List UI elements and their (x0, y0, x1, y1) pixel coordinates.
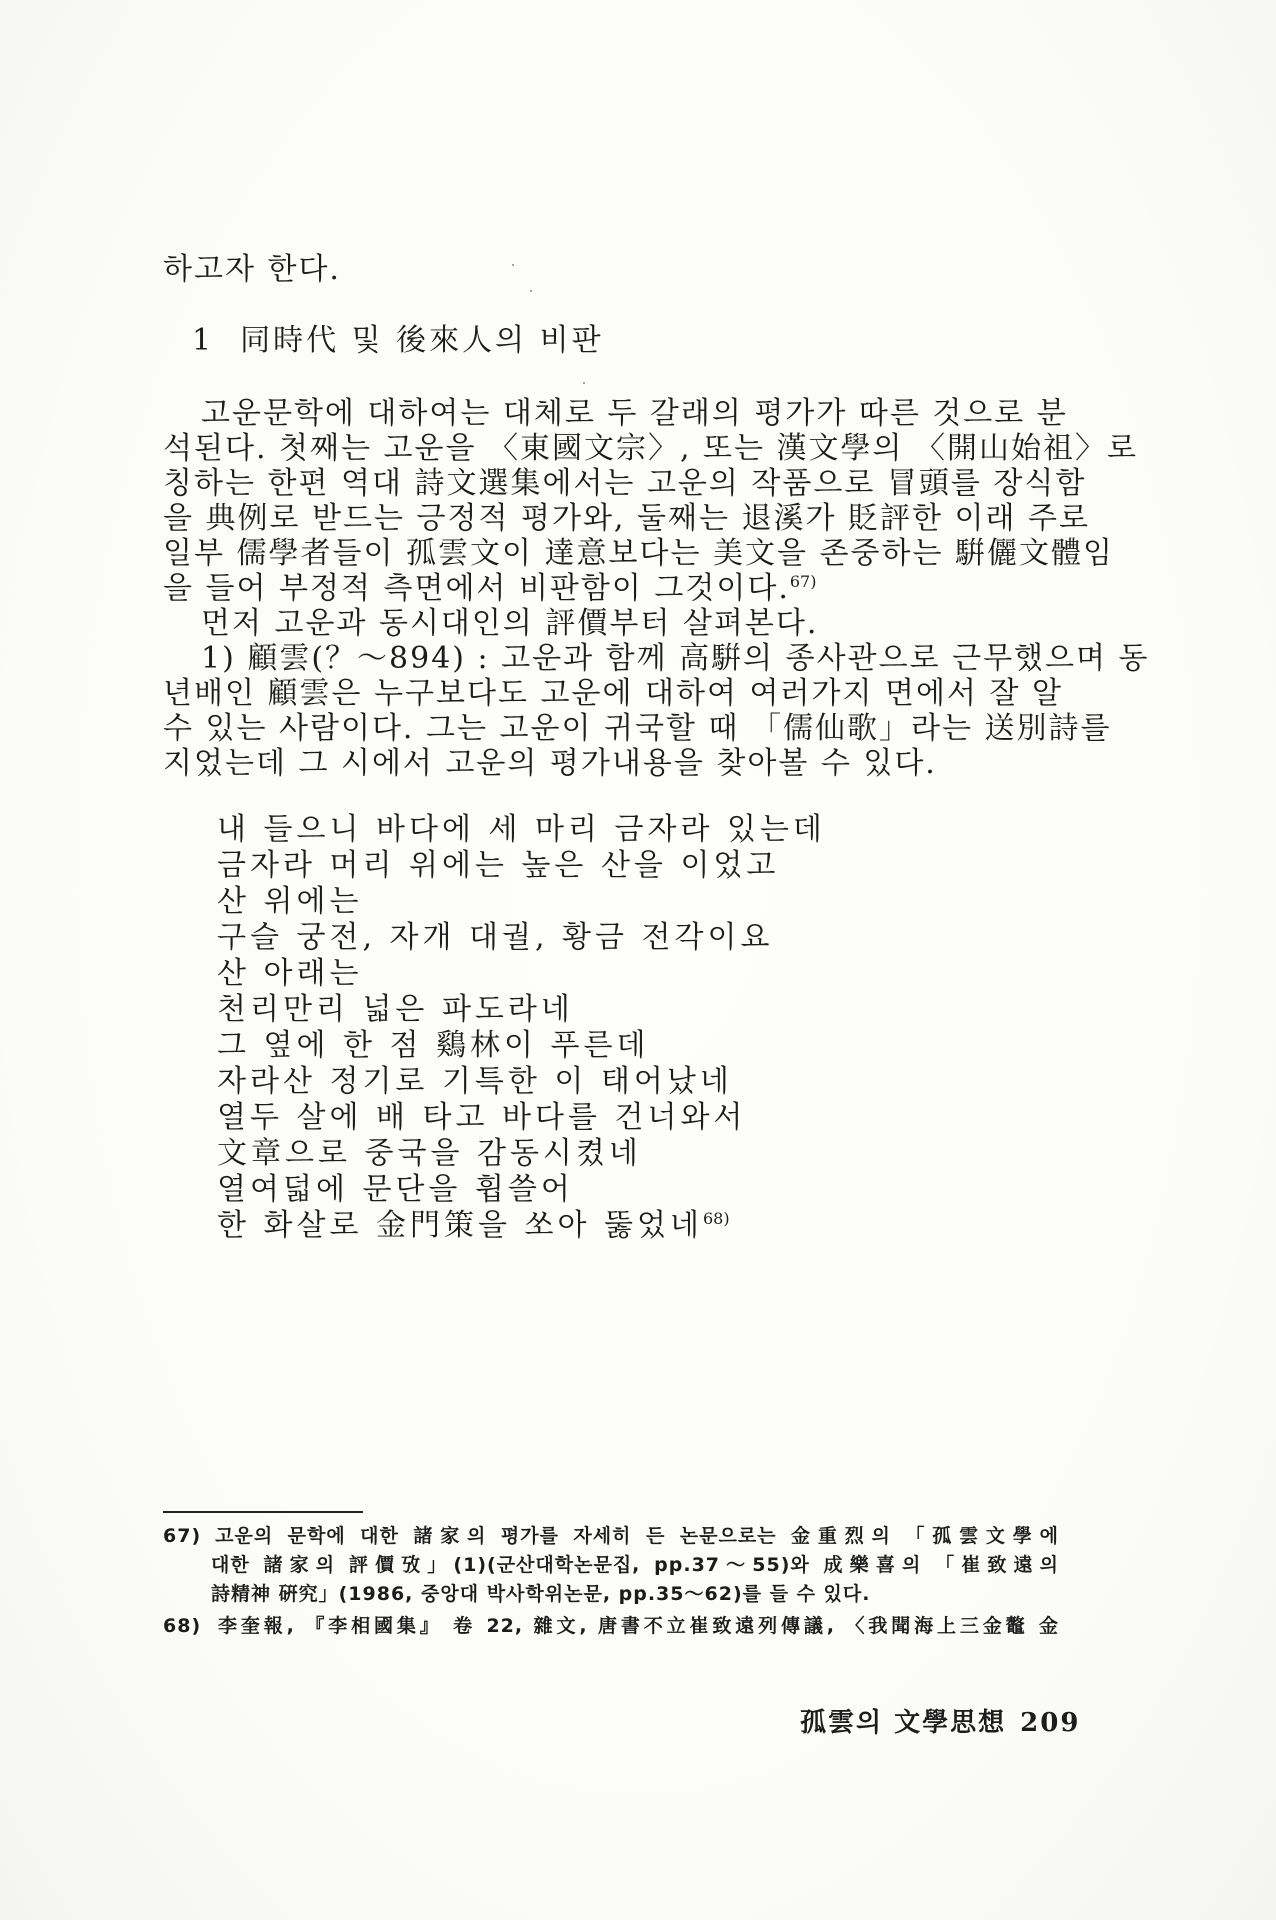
poem-last-line (217, 1208, 730, 1244)
poem-text: 한 화살로 金門策을 쏘아 뚫었네 (217, 1208, 703, 1243)
paragraph3-line: 지었는데 그 시에서 고운의 평가내용을 찾아볼 수 있다. (163, 746, 937, 781)
footnote-ref-67[interactable]: 67) (789, 572, 817, 591)
scan-speck (583, 382, 585, 384)
footnote-68 (163, 1614, 1059, 1638)
poem-line: 자라산 정기로 기특한 이 태어났네 (217, 1064, 733, 1099)
section-heading (192, 323, 604, 359)
intro-line: 하고자 한다. (163, 252, 341, 287)
footnote-67-line: 대한 諸家의 評價攷」(1)(군산대학논문집, pp.37～55)와 成樂喜의 「崔致遠의 (211, 1554, 1059, 1576)
poem-line: 그 옆에 한 점 鷄林이 푸른데 (217, 1028, 650, 1063)
paragraph1-text: 을 들어 부정적 측면에서 비판함이 그것이다. (163, 571, 790, 606)
poem-line: 천리만리 넓은 파도라네 (217, 992, 574, 1027)
footnote-mark: 68) (163, 1615, 202, 1637)
paragraph1-line: 일부 儒學者들이 孤雲文이 達意보다는 美文을 존중하는 騈儷文體임 (163, 536, 1114, 571)
paragraph3-line: 수 있는 사람이다. 그는 고운이 귀국할 때 「儒仙歌」라는 送別詩를 (163, 711, 1112, 746)
section-title: 同時代 및 後來人의 비판 (240, 323, 604, 358)
footnote-ref-68[interactable]: 68) (702, 1209, 730, 1228)
paragraph1-line: 을 典例로 받드는 긍정적 평가와, 둘째는 退溪가 貶評한 이래 주로 (163, 501, 1090, 536)
paragraph3-line: 년배인 顧雲은 누구보다도 고운에 대하여 여러가지 면에서 잘 알 (163, 676, 1063, 711)
footnote-text: 고운의 문학에 대한 諸家의 평가를 자세히 든 논문으로는 金重烈의 「孤雲文學에 (215, 1525, 1059, 1547)
poem-line: 열여덟에 문단을 휩쓸어 (217, 1172, 574, 1207)
footnote-67-line: 詩精神 硏究」(1986, 중앙대 박사학위논문, pp.35～62)를 들 수 있다. (211, 1583, 871, 1605)
paragraph1-line: 석된다. 첫째는 고운을 〈東國文宗〉, 또는 漢文學의 〈開山始祖〉로 (163, 431, 1139, 466)
footnote-mark: 67) (163, 1525, 202, 1547)
poem-line: 산 아래는 (217, 956, 363, 991)
page-number: 209 (1020, 1708, 1081, 1738)
paragraph1-last-line (163, 571, 1063, 607)
section-number: 1 (192, 323, 215, 358)
paragraph1-line: 칭하는 한편 역대 詩文選集에서는 고운의 작품으로 冒頭를 장식함 (163, 466, 1087, 501)
running-title: 孤雲의 文學思想 (800, 1708, 1007, 1738)
poem-line: 열두 살에 배 타고 바다를 건너와서 (217, 1100, 747, 1135)
poem-line: 금자라 머리 위에는 높은 산을 이었고 (217, 848, 780, 883)
poem-line: 내 들으니 바다에 세 마리 금자라 있는데 (217, 812, 826, 847)
paragraph3-line: 1) 顧雲(？～894) : 고운과 함께 高騈의 종사관으로 근무했으며 동 (201, 641, 1150, 676)
scan-speck (512, 264, 514, 266)
poem-line: 文章으로 중국을 감동시켰네 (217, 1136, 642, 1171)
scan-speck (530, 290, 532, 292)
footnote-text: 李奎報, 『李相國集』 卷 22, 雜文, 唐書不立崔致遠列傳議, 〈我聞海上三金鼇 金 (215, 1615, 1059, 1637)
poem-line: 구슬 궁전, 자개 대궐, 황금 전각이요 (217, 920, 774, 955)
footnote-divider (163, 1511, 363, 1513)
paragraph1-line: 고운문학에 대하여는 대체로 두 갈래의 평가가 따른 것으로 분 (201, 396, 1068, 431)
poem-line: 산 위에는 (217, 884, 363, 919)
footnote-67 (163, 1524, 1059, 1548)
page-footer (800, 1702, 1080, 1739)
paragraph2: 먼저 고운과 동시대인의 評價부터 살펴본다. (201, 606, 819, 641)
